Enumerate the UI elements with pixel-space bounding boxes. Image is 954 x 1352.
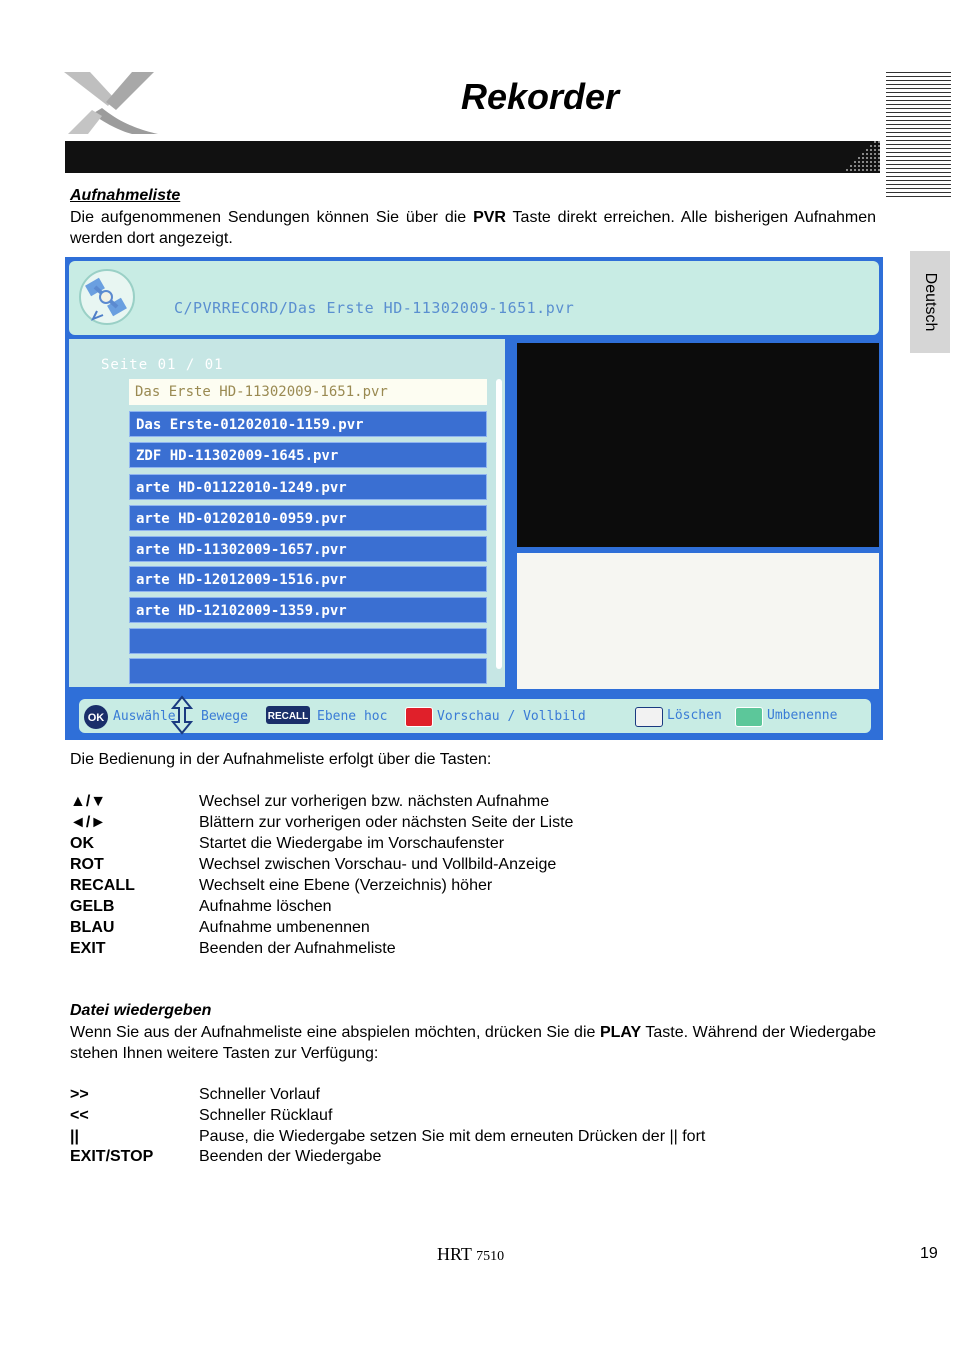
- dot: [878, 153, 880, 155]
- para-text: Die aufgenommenen Sendungen können Sie über die: [70, 209, 474, 226]
- preview-window: [517, 343, 879, 547]
- key-label: OK: [70, 835, 94, 852]
- dot: [866, 149, 868, 151]
- ok-button-icon: [83, 704, 109, 730]
- pvr-screenshot: [65, 257, 883, 740]
- file-row[interactable]: Das Erste-01202010-1159.pvr: [129, 411, 487, 437]
- yellow-button-icon: [635, 707, 663, 727]
- dot: [850, 169, 852, 171]
- dot: [878, 161, 880, 163]
- dot: [866, 153, 868, 155]
- model-name: HRT: [437, 1244, 472, 1264]
- section-heading-datei-wiedergeben: Datei wiedergeben: [70, 1002, 212, 1019]
- para-text: Taste direkt erreichen. Alle bisherigen Aufnahmen werden dort angezeigt.: [70, 209, 877, 247]
- help-level-up: Ebene hoc: [317, 709, 388, 724]
- key-label: EXIT: [70, 940, 106, 957]
- key-description: Blättern zur vorherigen oder nächsten Seite der Liste: [199, 814, 574, 831]
- key-description: Beenden der Aufnahmeliste: [199, 940, 396, 957]
- dot: [874, 141, 876, 143]
- key-label: ▲/▼: [70, 793, 107, 810]
- help-preview: Vorschau / Vollbild: [437, 709, 586, 724]
- dot: [874, 161, 876, 163]
- current-path: C/PVRRECORD/Das Erste HD-11302009-1651.pvr: [174, 299, 575, 317]
- dot: [858, 161, 860, 163]
- section-heading-aufnahmeliste: Aufnahmeliste: [70, 187, 181, 204]
- dot: [878, 157, 880, 159]
- para-bold-pvr: PVR: [473, 209, 506, 226]
- file-row[interactable]: arte HD-11302009-1657.pvr: [129, 536, 487, 562]
- section2-paragraph: [70, 1022, 876, 1064]
- key-label: BLAU: [70, 919, 115, 936]
- recall-button-icon: [265, 705, 311, 725]
- para-bold-play: PLAY: [599, 1024, 642, 1041]
- model-number: 7510: [476, 1249, 505, 1264]
- key-description: Schneller Rücklauf: [199, 1107, 333, 1124]
- title-bar: [65, 141, 880, 173]
- key-description: Aufnahme löschen: [199, 898, 332, 915]
- dot: [878, 169, 880, 171]
- dot-pattern-decoration: [842, 141, 882, 173]
- para-text: Wenn Sie aus der Aufnahmeliste eine abspielen möchten, drücken Sie die: [70, 1024, 600, 1041]
- dot: [858, 157, 860, 159]
- satellite-icon: [77, 267, 137, 327]
- para-text: Taste. Während der Wiedergabe stehen Ihnen weitere Tasten zur Verfügung:: [70, 1024, 877, 1062]
- dot: [874, 169, 876, 171]
- page-number: 19: [920, 1245, 938, 1262]
- dot: [874, 149, 876, 151]
- dot: [870, 145, 872, 147]
- ok-badge-text: OK: [87, 712, 105, 724]
- language-tab: [910, 251, 950, 353]
- file-row[interactable]: Das Erste HD-11302009-1651.pvr: [129, 379, 487, 405]
- key-label: ◄/►: [70, 814, 107, 831]
- dot: [874, 153, 876, 155]
- dot: [854, 165, 856, 167]
- dot: [878, 165, 880, 167]
- dot: [866, 157, 868, 159]
- page-title: Rekorder: [460, 76, 620, 117]
- key-description: Beenden der Wiedergabe: [199, 1148, 382, 1165]
- help-delete: Löschen: [667, 708, 722, 723]
- footer-model: [437, 1244, 504, 1265]
- file-row[interactable]: arte HD-01202010-0959.pvr: [129, 505, 487, 531]
- dot: [854, 169, 856, 171]
- help-move: Bewege: [201, 709, 248, 724]
- info-box: [517, 553, 879, 689]
- key-label: <<: [70, 1107, 89, 1124]
- dot: [846, 169, 848, 171]
- key-description: Schneller Vorlauf: [199, 1086, 320, 1103]
- dot: [854, 161, 856, 163]
- file-row[interactable]: arte HD-12102009-1359.pvr: [129, 597, 487, 623]
- dot: [870, 157, 872, 159]
- dot: [862, 161, 864, 163]
- key-description: Wechselt eine Ebene (Verzeichnis) höher: [199, 877, 493, 894]
- dot: [878, 141, 880, 143]
- stripe-decoration: [886, 72, 951, 200]
- dot: [858, 169, 860, 171]
- dot: [874, 157, 876, 159]
- dot: [870, 149, 872, 151]
- key-label: EXIT/STOP: [70, 1148, 154, 1165]
- red-button-icon: [405, 707, 433, 727]
- dot: [862, 169, 864, 171]
- dot: [870, 153, 872, 155]
- path-panel: [69, 261, 879, 335]
- dot: [866, 161, 868, 163]
- dot: [874, 145, 876, 147]
- green-button-icon: [735, 707, 763, 727]
- key-label: ||: [70, 1128, 79, 1145]
- dot: [878, 149, 880, 151]
- key-description: Startet die Wiedergabe im Vorschaufenster: [199, 835, 505, 852]
- dot: [874, 165, 876, 167]
- file-row[interactable]: ZDF HD-11302009-1645.pvr: [129, 442, 487, 468]
- keys-intro: Die Bedienung in der Aufnahmeliste erfolgt über die Tasten:: [70, 751, 492, 768]
- dot: [866, 165, 868, 167]
- page-indicator: Seite 01 / 01: [101, 357, 224, 373]
- dot: [870, 161, 872, 163]
- dot: [878, 145, 880, 147]
- language-tab-label: Deutsch: [922, 272, 939, 332]
- file-row-empty[interactable]: [129, 628, 487, 654]
- list-scrollbar[interactable]: [496, 379, 502, 669]
- section1-paragraph: [70, 207, 876, 249]
- dot: [862, 157, 864, 159]
- help-rename: Umbenenne: [767, 708, 838, 723]
- key-description: Wechsel zwischen Vorschau- und Vollbild-Anzeige: [199, 856, 557, 873]
- dot: [870, 169, 872, 171]
- key-description: Aufnahme umbenennen: [199, 919, 370, 936]
- key-description: Pause, die Wiedergabe setzen Sie mit dem erneuten Drücken der || fort: [199, 1128, 706, 1145]
- key-description: Wechsel zur vorherigen bzw. nächsten Aufnahme: [199, 793, 550, 810]
- up-down-arrows-icon: [171, 695, 193, 735]
- file-list-panel: [69, 339, 505, 687]
- dot: [870, 165, 872, 167]
- file-row-empty[interactable]: [129, 658, 487, 684]
- dot: [862, 153, 864, 155]
- recall-badge-text: RECALL: [267, 711, 309, 722]
- help-select: Auswähle: [113, 709, 176, 724]
- dot: [850, 165, 852, 167]
- key-label: ROT: [70, 856, 104, 873]
- dot: [866, 169, 868, 171]
- help-bar: [79, 699, 871, 733]
- key-label: >>: [70, 1086, 89, 1103]
- file-row[interactable]: arte HD-12012009-1516.pvr: [129, 566, 487, 592]
- file-row[interactable]: arte HD-01122010-1249.pvr: [129, 474, 487, 500]
- key-label: GELB: [70, 898, 115, 915]
- dot: [858, 165, 860, 167]
- dot: [862, 165, 864, 167]
- key-label: RECALL: [70, 877, 135, 894]
